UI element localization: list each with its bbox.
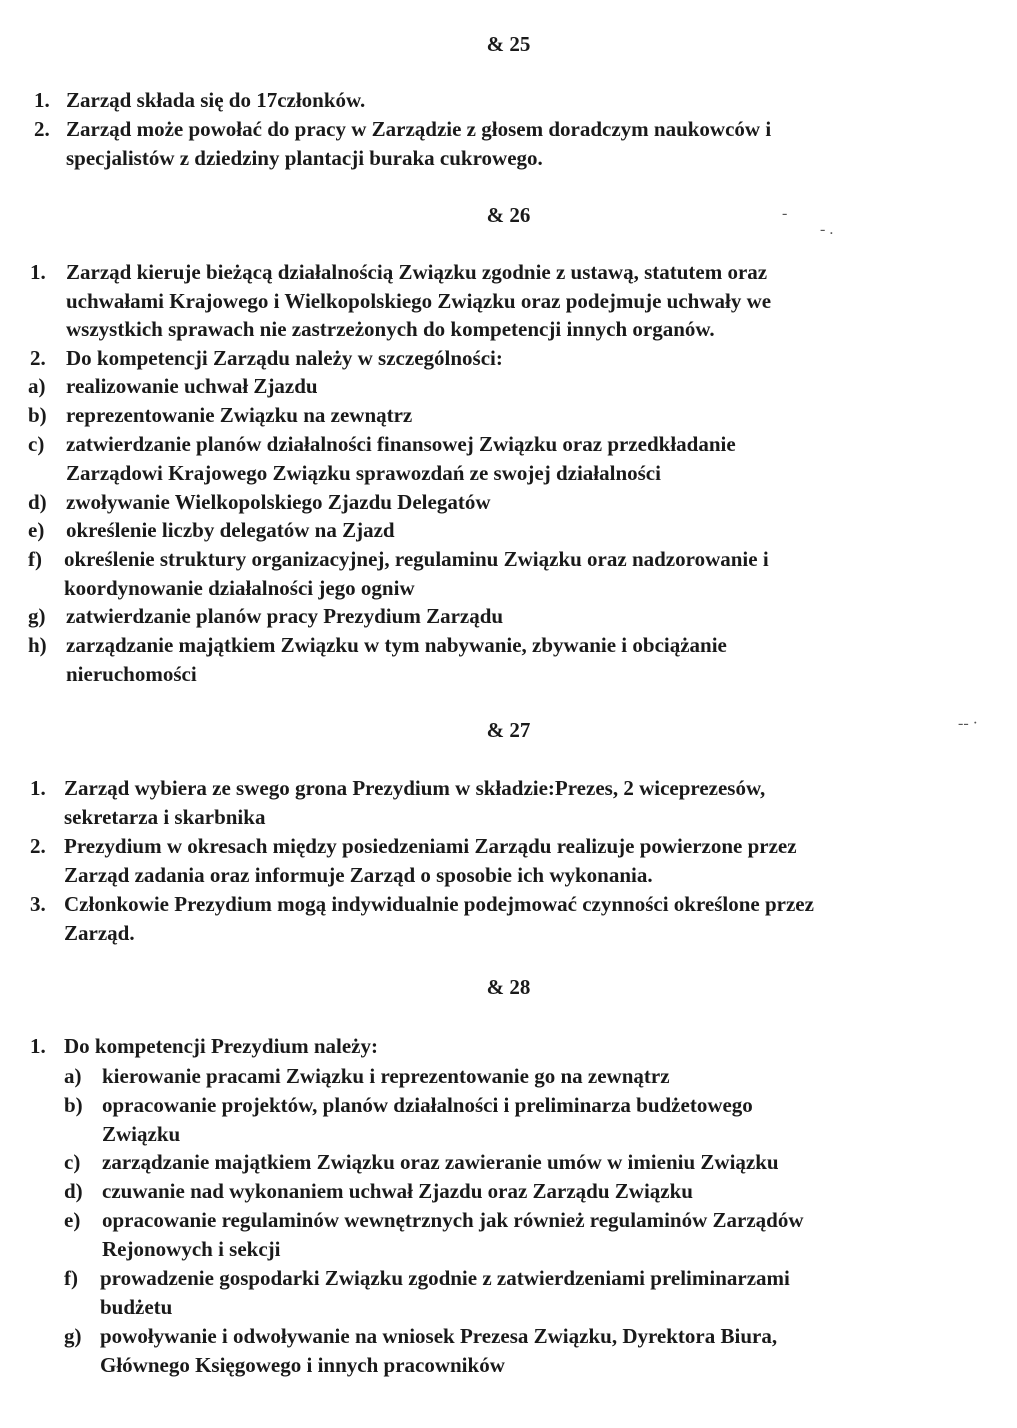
list-text: czuwanie nad wykonaniem uchwał Zjazdu oraz Zarządu Związku	[102, 1179, 693, 1203]
list-text: reprezentowanie Związku na zewnątrz	[66, 403, 413, 427]
list-marker: 1.	[30, 776, 46, 800]
list-text: Zarząd kieruje bieżącą działalnością Związku zgodnie z ustawą, statutem oraz	[66, 260, 768, 284]
list-text: Do kompetencji Zarządu należy w szczególności:	[66, 346, 503, 370]
list-text: Prezydium w okresach między posiedzeniami Zarządu realizuje powierzone przez	[64, 834, 797, 858]
list-marker: 1.	[30, 260, 46, 284]
list-marker: c)	[64, 1150, 81, 1174]
list-text: Zarząd zadania oraz informuje Zarząd o sposobie ich wykonania.	[64, 862, 653, 887]
section-heading: & 27	[486, 718, 531, 742]
list-marker: d)	[64, 1179, 83, 1203]
list-text: Związku	[102, 1121, 181, 1146]
list-text: Zarząd wybiera ze swego grona Prezydium w składzie:Prezes, 2 wiceprezesów,	[64, 776, 766, 800]
list-marker: 1.	[34, 88, 50, 112]
list-text: sekretarza i skarbnika	[64, 804, 266, 829]
list-marker: b)	[28, 403, 47, 427]
list-marker: 2.	[30, 834, 46, 858]
list-marker: d)	[28, 490, 47, 514]
section-heading: & 26	[486, 203, 531, 227]
scan-artifact: -	[782, 205, 788, 222]
list-text: Zarząd może powołać do pracy w Zarządzie z głosem doradczym naukowców i	[66, 117, 772, 141]
section-heading: & 25	[486, 32, 531, 56]
list-text: Członkowie Prezydium mogą indywidualnie podejmować czynności określone przez	[64, 892, 814, 916]
list-marker: f)	[28, 547, 42, 571]
list-marker: e)	[28, 518, 45, 542]
list-text: określenie struktury organizacyjnej, regulaminu Związku oraz nadzorowanie i	[64, 547, 769, 571]
list-marker: 3.	[30, 892, 46, 916]
list-text: Do kompetencji Prezydium należy:	[64, 1034, 378, 1058]
list-text: zarządzanie majątkiem Związku oraz zawieranie umów w imieniu Związku	[102, 1150, 779, 1174]
list-marker: b)	[64, 1093, 83, 1117]
section-heading: & 28	[486, 975, 531, 999]
list-marker: c)	[28, 432, 45, 456]
list-text: określenie liczby delegatów na Zjazd	[66, 518, 395, 542]
list-text: zatwierdzanie planów pracy Prezydium Zarządu	[66, 604, 504, 628]
list-text: Zarząd.	[64, 920, 135, 945]
list-text: zarządzanie majątkiem Związku w tym nabywanie, zbywanie i obciążanie	[66, 633, 727, 657]
list-text: realizowanie uchwał Zjazdu	[66, 374, 318, 398]
list-marker: g)	[64, 1324, 82, 1348]
list-text: Zarząd składa się do 17członków.	[66, 88, 366, 112]
list-text: budżetu	[100, 1294, 173, 1319]
list-marker: 2.	[30, 346, 46, 370]
list-text: prowadzenie gospodarki Związku zgodnie z zatwierdzeniami preliminarzami	[100, 1266, 790, 1290]
list-text: specjalistów z dziedziny plantacji buraka cukrowego.	[66, 145, 543, 170]
list-marker: h)	[28, 633, 47, 657]
list-marker: f)	[64, 1266, 78, 1290]
list-text: kierowanie pracami Związku i reprezentowanie go na zewnątrz	[102, 1064, 670, 1088]
list-text: Głównego Księgowego i innych pracowników	[100, 1352, 505, 1377]
list-text: zatwierdzanie planów działalności finansowej Związku oraz przedkładanie	[66, 432, 736, 456]
list-marker: e)	[64, 1208, 81, 1232]
scan-artifact: - .	[820, 221, 834, 238]
list-text: Rejonowych i sekcji	[102, 1236, 281, 1261]
list-marker: 1.	[30, 1034, 46, 1058]
scan-artifact: -- ·	[958, 715, 978, 732]
list-text: nieruchomości	[66, 661, 197, 686]
list-marker: a)	[28, 374, 46, 398]
list-marker: a)	[64, 1064, 82, 1088]
list-text: zwoływanie Wielkopolskiego Zjazdu Delegatów	[66, 490, 491, 514]
list-text: opracowanie regulaminów wewnętrznych jak również regulaminów Zarządów	[102, 1208, 804, 1232]
list-text: powoływanie i odwoływanie na wniosek Prezesa Związku, Dyrektora Biura,	[100, 1324, 778, 1348]
list-marker: 2.	[34, 117, 50, 141]
list-text: opracowanie projektów, planów działalności i preliminarza budżetowego	[102, 1093, 753, 1117]
list-text: Zarządowi Krajowego Związku sprawozdań ze swojej działalności	[66, 460, 661, 485]
list-marker: g)	[28, 604, 46, 628]
list-text: koordynowanie działalności jego ogniw	[64, 575, 415, 600]
list-text: wszystkich sprawach nie zastrzeżonych do kompetencji innych organów.	[66, 317, 715, 342]
list-text: uchwałami Krajowego i Wielkopolskiego Związku oraz podejmuje uchwały we	[66, 288, 772, 313]
